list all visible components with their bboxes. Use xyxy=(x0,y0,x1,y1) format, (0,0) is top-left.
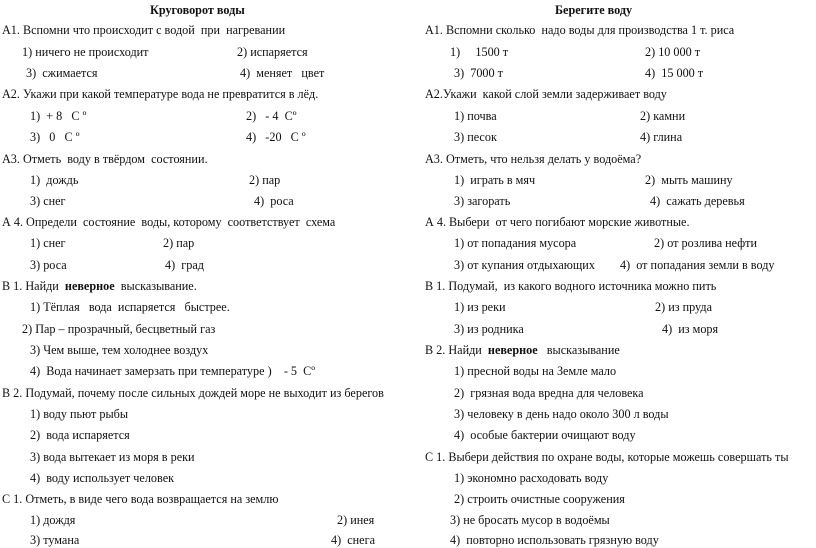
left-b1-option-4: 4) Вода начинает замерзать при температуре ) - 5 Сº xyxy=(30,364,316,378)
left-b1-option-2: 2) Пар – прозрачный, бесцветный газ xyxy=(22,322,216,336)
left-a1-option-1: 1) ничего не происходит xyxy=(22,45,149,59)
left-a3-option-2: 2) пар xyxy=(249,173,281,187)
right-a4-option-3: 3) от купания отдыхающих xyxy=(454,258,595,272)
left-b1-question: В 1. Найди неверное высказывание. xyxy=(2,279,197,293)
left-c1-question: С 1. Отметь, в виде чего вода возвращается на землю xyxy=(2,492,279,506)
right-b1-option-3: 3) из родника xyxy=(454,322,524,336)
right-b2-option-2: 2) грязная вода вредна для человека xyxy=(454,386,644,400)
left-c1-option-4: 4) снега xyxy=(331,533,375,547)
left-b2-option-3: 3) вода вытекает из моря в реки xyxy=(30,450,195,464)
left-a3-option-4: 4) роса xyxy=(254,194,294,208)
right-a3-option-1: 1) играть в мяч xyxy=(454,173,536,187)
left-a4-option-3: 3) роса xyxy=(30,258,67,272)
left-b2-option-4: 4) воду использует человек xyxy=(30,471,175,485)
right-b1-option-4: 4) из моря xyxy=(662,322,719,336)
right-a2-option-3: 3) песок xyxy=(454,130,497,144)
right-a2-option-4: 4) глина xyxy=(640,130,683,144)
right-a1-option-1: 1) 1500 т xyxy=(450,45,509,59)
right-b2-option-4: 4) особые бактерии очищают воду xyxy=(454,428,636,442)
right-a1-option-4: 4) 15 000 т xyxy=(645,66,704,80)
left-a2-option-1: 1) + 8 С º xyxy=(30,109,87,123)
right-a3-option-4: 4) сажать деревья xyxy=(650,194,745,208)
right-c1-option-1: 1) экономно расходовать воду xyxy=(454,471,609,485)
left-b1-option-1: 1) Тёплая вода испаряется быстрее. xyxy=(30,300,230,314)
right-c1-question: С 1. Выбери действия по охране воды, которые можешь совершать ты xyxy=(425,450,789,464)
left-a3-option-3: 3) снег xyxy=(30,194,66,208)
left-a4-option-1: 1) снег xyxy=(30,236,66,250)
right-a1-question: А1. Вспомни сколько надо воды для производства 1 т. риса xyxy=(425,23,735,37)
left-a4-option-4: 4) град xyxy=(165,258,204,272)
right-b2-option-3: 3) человеку в день надо около 300 л воды xyxy=(454,407,669,421)
right-a4-option-2: 2) от розлива нефти xyxy=(654,236,757,250)
left-c1-option-2: 2) инея xyxy=(337,513,375,527)
left-a3-option-1: 1) дождь xyxy=(30,173,79,187)
right-c1-option-4: 4) повторно использовать грязную воду xyxy=(450,533,659,547)
left-a1-option-3: 3) сжимается xyxy=(26,66,98,80)
right-a2-option-1: 1) почва xyxy=(454,109,497,123)
left-c1-option-3: 3) тумана xyxy=(30,533,80,547)
right-c1-option-2: 2) строить очистные сооружения xyxy=(454,492,625,506)
right-a1-option-3: 3) 7000 т xyxy=(454,66,503,80)
right-c1-option-3: 3) не бросать мусор в водоёмы xyxy=(450,513,610,527)
right-b2-question: В 2. Найди неверное высказывание xyxy=(425,343,620,357)
right-b2-option-1: 1) пресной воды на Земле мало xyxy=(454,364,617,378)
right-a4-option-4: 4) от попадания земли в воду xyxy=(620,258,775,272)
right-a3-option-3: 3) загорать xyxy=(454,194,511,208)
left-a3-question: А3. Отметь воду в твёрдом состоянии. xyxy=(2,152,208,166)
right-b1-option-2: 2) из пруда xyxy=(655,300,712,314)
left-a2-option-2: 2) - 4 Сº xyxy=(246,109,297,123)
right-title: Берегите воду xyxy=(555,3,633,17)
left-b2-question: В 2. Подумай, почему после сильных дождей море не выходит из берегов xyxy=(2,386,384,400)
left-a2-question: А2. Укажи при какой температуре вода не превратится в лёд. xyxy=(2,87,319,101)
left-b1-option-3: 3) Чем выше, тем холоднее воздух xyxy=(30,343,209,357)
left-a1-option-2: 2) испаряется xyxy=(237,45,308,59)
left-a4-question: А 4. Определи состояние воды, которому соответствует схема xyxy=(2,215,336,229)
right-a3-option-2: 2) мыть машину xyxy=(645,173,733,187)
left-a4-option-2: 2) пар xyxy=(163,236,195,250)
left-a2-option-4: 4) -20 С º xyxy=(246,130,306,144)
left-a2-option-3: 3) 0 С º xyxy=(30,130,80,144)
right-a4-question: А 4. Выбери от чего погибают морские животные. xyxy=(425,215,690,229)
left-c1-option-1: 1) дождя xyxy=(30,513,76,527)
left-a1-option-4: 4) меняет цвет xyxy=(240,66,325,80)
right-a1-option-2: 2) 10 000 т xyxy=(645,45,701,59)
right-a4-option-1: 1) от попадания мусора xyxy=(454,236,577,250)
right-a3-question: А3. Отметь, что нельзя делать у водоёма? xyxy=(425,152,642,166)
right-b1-option-1: 1) из реки xyxy=(454,300,506,314)
right-a2-option-2: 2) камни xyxy=(640,109,686,123)
right-a2-question: А2.Укажи какой слой земли задерживает воду xyxy=(425,87,667,101)
left-title: Круговорот воды xyxy=(150,3,245,17)
left-b2-option-1: 1) воду пьют рыбы xyxy=(30,407,129,421)
left-a1-question: А1. Вспомни что происходит с водой при нагревании xyxy=(2,23,286,37)
left-b2-option-2: 2) вода испаряется xyxy=(30,428,130,442)
right-b1-question: В 1. Подумай, из какого водного источника можно пить xyxy=(425,279,717,293)
